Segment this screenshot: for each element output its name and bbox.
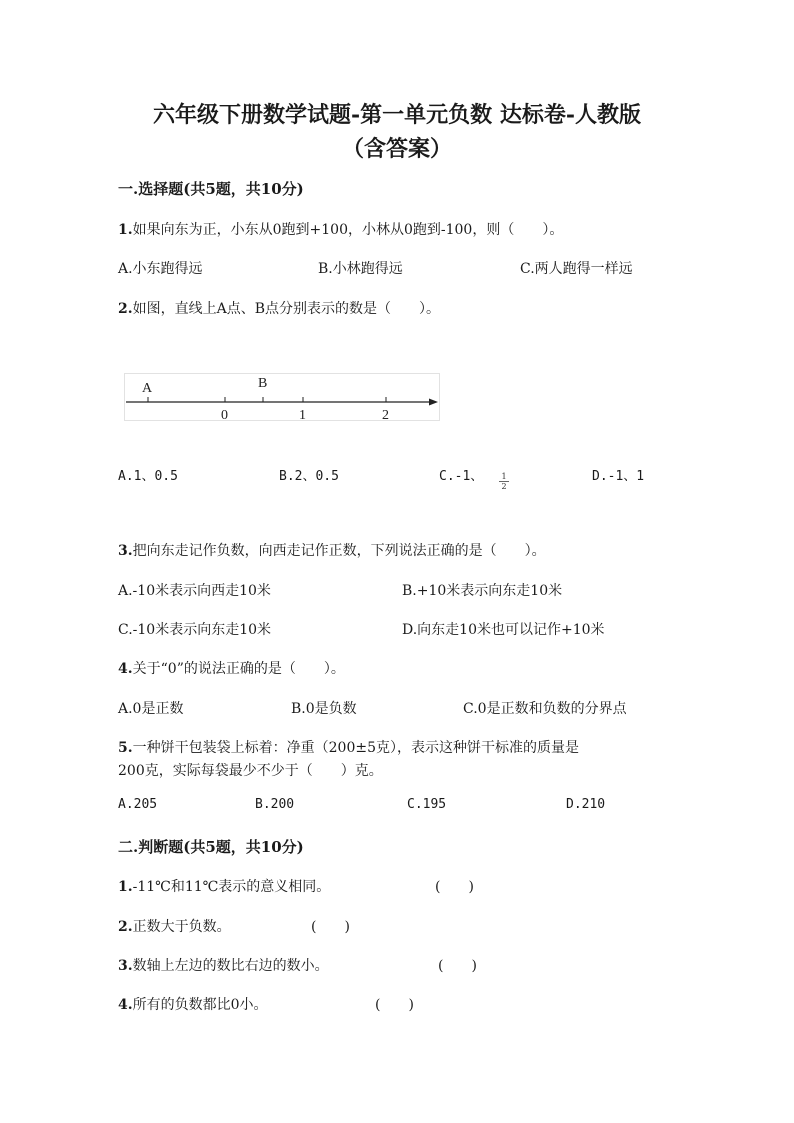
fraction-numerator: 1 (501, 472, 507, 481)
option-a: A.205 (118, 797, 158, 812)
page-subtitle: （含答案） (341, 136, 452, 162)
question-5 (118, 737, 579, 757)
tick-label-2: 2 (382, 408, 389, 421)
question-text: 如图，直线上A点、B点分别表示的数是（ ）。 (132, 301, 441, 317)
judge-item-2 (118, 916, 231, 936)
option-b: B.200 (255, 797, 295, 812)
question-4 (118, 658, 345, 678)
option-d: D.210 (566, 797, 606, 812)
option-c: C.195 (407, 797, 447, 812)
question-text: 如果向东为正，小东从0跑到+100，小林从0跑到-100，则（ ）。 (132, 222, 564, 238)
option-c: C.-10米表示向东走10米 (118, 622, 272, 638)
question-text: 把向东走记作负数，向西走记作正数，下列说法正确的是（ ）。 (132, 543, 546, 559)
option-b: B.0是负数 (291, 701, 357, 717)
option-d: D.-1、1 (592, 469, 645, 484)
number-line-figure (124, 373, 440, 421)
option-c: C.0是正数和负数的分界点 (463, 701, 627, 717)
section-heading-choice: 一.选择题(共5题，共10分) (118, 180, 304, 198)
question-number: 2. (118, 919, 133, 935)
question-text: 关于“0”的说法正确的是（ ）。 (132, 661, 345, 677)
option-c: C.-1、 (439, 469, 484, 484)
question-number: 1. (118, 222, 133, 238)
question-number: 2. (118, 301, 133, 317)
question-5-line2: 200克，实际每袋最少不少于（ ）克。 (118, 763, 383, 779)
tick-label-0: 0 (221, 408, 228, 421)
question-text-line1: 一种饼干包装袋上标着：净重（200±5克），表示这种饼干标准的质量是 (132, 740, 579, 756)
question-2 (118, 298, 440, 318)
question-number: 3. (118, 958, 133, 974)
question-number: 4. (118, 661, 133, 677)
question-3 (118, 540, 546, 560)
option-a: A.1、0.5 (118, 469, 178, 484)
question-number: 5. (118, 740, 133, 756)
judge-text: -11℃和11℃表示的意义相同。 (132, 879, 331, 895)
page-title: 六年级下册数学试题-第一单元负数 达标卷-人教版 (153, 102, 641, 128)
answer-paren: ( ) (311, 919, 350, 935)
question-number: 1. (118, 879, 133, 895)
judge-item-3 (118, 955, 329, 975)
question-number: 4. (118, 997, 133, 1013)
option-c: C.两人跑得一样远 (520, 261, 633, 277)
fraction-denominator: 2 (499, 481, 509, 491)
judge-text: 数轴上左边的数比右边的数小。 (132, 958, 329, 974)
option-a: A.0是正数 (118, 701, 184, 717)
tick-label-1: 1 (299, 408, 306, 421)
figure-border (125, 374, 440, 421)
section-heading-judge: 二.判断题(共5题，共10分) (118, 838, 304, 856)
option-d: D.向东走10米也可以记作+10米 (402, 622, 605, 638)
answer-paren: ( ) (375, 997, 414, 1013)
judge-item-1 (118, 876, 330, 896)
question-number: 3. (118, 543, 133, 559)
judge-text: 正数大于负数。 (132, 919, 231, 935)
option-b: B.2、0.5 (279, 469, 339, 484)
point-b-label: B (258, 376, 268, 391)
option-a: A.-10米表示向西走10米 (118, 583, 271, 599)
question-1 (118, 219, 563, 239)
option-b: B.+10米表示向东走10米 (402, 583, 563, 599)
option-a: A.小东跑得远 (118, 261, 203, 277)
option-b: B.小林跑得远 (318, 261, 403, 277)
fraction-one-half (499, 472, 509, 491)
answer-paren: ( ) (435, 879, 474, 895)
judge-item-4 (118, 994, 268, 1014)
point-a-label: A (142, 381, 153, 396)
judge-text: 所有的负数都比0小。 (132, 997, 268, 1013)
answer-paren: ( ) (438, 958, 477, 974)
number-line-svg (124, 373, 440, 421)
